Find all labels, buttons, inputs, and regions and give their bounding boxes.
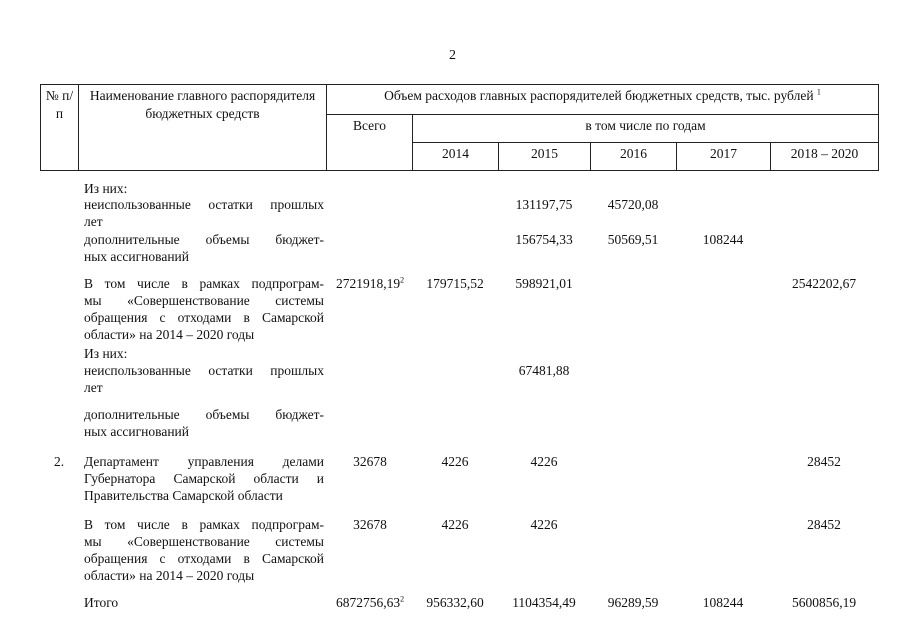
row-name-line: Итого [84,595,119,610]
row-year-value: 4226 [530,517,558,532]
row-name [84,345,324,362]
col-header-year: 2018 – 2020 [771,143,879,171]
row-year-value: 50569,51 [607,232,659,247]
row-name-line: мы «Совершенствование системы [84,293,324,308]
row-name [84,453,324,504]
row-name-line: Из них: [84,346,128,361]
total-footnote: 2 [400,275,405,285]
row-name-line: области» на 2014 – 2020 годы [84,568,255,583]
row-name [84,231,324,265]
row-year-value: 4226 [441,517,469,532]
budget-table-header [40,84,879,171]
row-name-line: ных ассигнований [84,424,189,439]
row-year-value: 67481,88 [518,363,570,378]
row-year-value: 4226 [441,454,469,469]
row-year-value: 156754,33 [515,232,573,247]
col-header-year: 2016 [591,143,677,171]
col-header-year: 2014 [413,143,499,171]
total-footnote: 2 [400,594,405,604]
row-total: 32678 [353,517,387,532]
row-name-line: Департамент управления делами [84,454,324,469]
row-name-line: обращения с отходами в Самарской [84,551,324,566]
row-total: 2721918,19$^2$ [335,275,405,291]
col-header-year: 2015 [499,143,591,171]
row-name-line: области» на 2014 – 2020 годы [84,327,255,342]
row-year-value: 108244 [702,232,744,247]
row-name [84,196,324,230]
row-total: 32678 [353,454,387,469]
volume-footnote: 1 [816,87,821,97]
col-header-num: № п/п [41,85,79,171]
row-name-line: дополнительные объемы бюджет- [84,407,324,422]
row-name [84,516,324,584]
row-name-line: неиспользованные остатки прошлых [84,363,324,378]
row-year-value: 2542202,67 [791,276,857,291]
col-header-year: 2017 [677,143,771,171]
row-name [84,406,324,440]
page-number: 2 [449,48,456,63]
row-name-line: неиспользованные остатки прошлых [84,197,324,212]
row-name-line: дополнительные объемы бюджет- [84,232,324,247]
row-year-value: 5600856,19 [791,595,857,610]
row-name [84,275,324,343]
row-name-line: мы «Совершенствование системы [84,534,324,549]
col-header-total: Всего [327,115,413,171]
row-year-value: 45720,08 [607,197,659,212]
col-header-by-years: в том числе по годам [413,115,879,143]
row-name-line: лет [84,214,103,229]
row-total: 6872756,63$^2$ [335,594,405,610]
row-name-line: обращения с отходами в Самарской [84,310,324,325]
row-number: 2. [53,454,65,469]
row-year-value: 96289,59 [607,595,659,610]
row-name [84,362,324,396]
row-name-line: ных ассигнований [84,249,189,264]
row-name-line: лет [84,380,103,395]
row-year-value: 108244 [702,595,744,610]
row-year-value: 179715,52 [426,276,484,291]
row-name-line: Из них: [84,181,128,196]
volume-label: Объем расходов главных распорядителей бюджетных средств, тыс. рублей [384,88,814,103]
row-name-line: В том числе в рамках подпрограм- [84,276,324,291]
row-name-line: В том числе в рамках подпрограм- [84,517,324,532]
row-name-line: Правительства Самарской области [84,488,283,503]
col-header-volume [327,85,879,115]
row-name [84,180,324,197]
row-year-value: 4226 [530,454,558,469]
row-year-value: 28452 [807,454,841,469]
row-year-value: 956332,60 [426,595,484,610]
col-header-name: Наименование главного распорядителя бюджетных средств [79,85,327,171]
row-name [84,594,324,611]
row-year-value: 598921,01 [515,276,573,291]
row-year-value: 1104354,49 [512,595,576,610]
row-name-line: Губернатора Самарской области и [84,471,324,486]
row-year-value: 131197,75 [515,197,573,212]
row-year-value: 28452 [807,517,841,532]
